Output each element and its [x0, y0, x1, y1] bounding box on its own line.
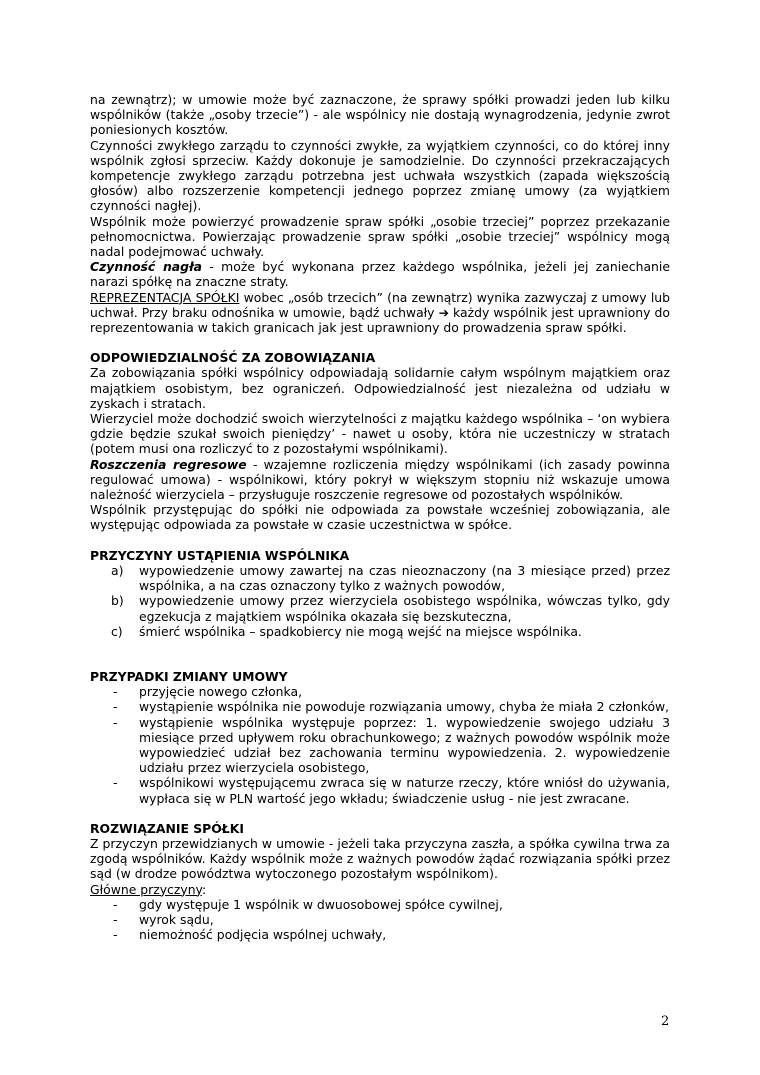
- page-number: 2: [661, 1014, 670, 1029]
- text: wobec „osób trzecich” (na zewnątrz) wynika zazwyczaj z umowy lub uchwał. Przy braku odnośnika w umowie, bądź uchwały: [90, 289, 670, 320]
- list-text: gdy występuje 1 wspólnik w dwuosobowej spółce cywilnej,: [139, 896, 503, 912]
- paragraph: [90, 259, 670, 289]
- arrow-right-icon: ➔: [438, 304, 449, 320]
- paragraph: Za zobowiązania spółki wspólnicy odpowiadają solidarnie całym wspólnym majątkiem oraz majątkiem osobistym, bez ograniczeń. Odpowiedzialność jest niezależna od udziału w zyskach i stratach.: [90, 365, 670, 411]
- bullet-list: [90, 897, 670, 943]
- list-marker: -: [113, 775, 118, 791]
- term: Roszczenia regresowe: [90, 456, 247, 472]
- list-marker: -: [113, 684, 118, 700]
- paragraph: Wspólnik przystępując do spółki nie odpowiada za powstałe wcześniej zobowiązania, ale występując odpowiada za powstałe w czasie uczestnictwa w spółce.: [90, 502, 670, 533]
- paragraph: [90, 457, 670, 503]
- text: - może być wykonana przez każdego wspólnika, jeżeli jej zaniechanie narazi spółkę na znaczne straty.: [90, 259, 670, 290]
- label-colon: :: [201, 881, 207, 897]
- paragraph: Wierzyciel może dochodzić swoich wierzytelności z majątku każdego wspólnika – ‘on wybiera gdzie będzie szukał swoich pieniędzy’ - nawet u osoby, która nie uczestniczy w stratach (potem musi ona rozliczyć to z pozostałymi wspólnikami).: [90, 411, 670, 457]
- paragraph: Czynności zwykłego zarządu to czynności zwykłe, za wyjątkiem czynności, co do której inny wspólnik zgłosi sprzeciw. Każdy dokonuje je samodzielnie. Do czynności przekraczających kompetencje zwykłego zarządu potrzebna jest uchwała wszystkich (zapada większością głosów) albo rozszerzenie kompetencji jednego poprzez zmianę umowy (za wyjątkiem czynności nagłej).: [90, 137, 670, 214]
- term: REPREZENTACJA SPÓŁKI: [90, 289, 240, 305]
- list-text: przyjęcie nowego członka,: [139, 684, 303, 700]
- paragraph: Wspólnik może powierzyć prowadzenie spraw spółki „osobie trzeciej” poprzez przekazanie pełnomocnictwa. Powierzając prowadzenie spraw spółki „osobie trzeciej” wspólnicy mogą nadal podejmować uchwały.: [90, 213, 670, 260]
- list-label: Główne przyczyny: [90, 881, 202, 897]
- list-text: wspólnikowi występującemu zwraca się w naturze rzeczy, które wniósł do używania, wypłaca się w PLN wartość jego wkładu; świadczenie usług - nie jest zwracane.: [139, 775, 670, 806]
- text: - wzajemne rozliczenia między wspólnikami (ich zasady powinna regulować umowa) - wspólnikowi, który pokrył w większym stopniu niż wskazuje umowa należność wierzyciela – przysługuje roszczenie regresowe od pozostałych wspólników.: [90, 456, 670, 503]
- section-heading: ODPOWIEDZIALNOŚĆ ZA ZOBOWIĄZANIA: [90, 350, 376, 366]
- list-item: [90, 927, 670, 942]
- list-text: śmierć wspólnika – spadkobiercy nie mogą wejść na miejsce wspólnika.: [139, 623, 582, 639]
- paragraph: [90, 882, 670, 897]
- paragraph: [90, 290, 670, 336]
- term: Czynność nagła: [90, 259, 203, 275]
- list-item: [90, 775, 670, 805]
- list-marker: -: [113, 911, 118, 927]
- section-heading: PRZYCZYNY USTĄPIENIA WSPÓLNIKA: [90, 547, 350, 563]
- list-marker: -: [113, 927, 118, 943]
- list-text: wyrok sądu,: [139, 911, 214, 927]
- list-item: [90, 699, 670, 714]
- list-item: [90, 897, 670, 912]
- list-text: wystąpienie wspólnika nie powoduje rozwiązania umowy, chyba że miała 2 członków,: [139, 699, 670, 715]
- list-item: [90, 715, 670, 776]
- list-text: wypowiedzenie umowy przez wierzyciela osobistego wspólnika, wówczas tylko, gdy egzekucja z majątkiem wspólnika okazała się bezskuteczna,: [139, 593, 670, 624]
- list-item: [90, 593, 670, 623]
- list-item: [90, 912, 670, 927]
- section-heading: ROZWIĄZANIE SPÓŁKI: [90, 820, 244, 836]
- lettered-list: [90, 563, 670, 639]
- list-text: wypowiedzenie umowy zawartej na czas nieoznaczony (na 3 miesiące przed) przez wspólnika, a na czas oznaczony tylko z ważnych powodów,: [139, 562, 670, 594]
- text: każdy wspólnik jest uprawniony do reprezentowania w takich granicach jak jest uprawniony do prowadzenia spraw spółki.: [90, 304, 670, 336]
- section-heading: PRZYPADKI ZMIANY UMOWY: [90, 668, 288, 684]
- list-text: niemożność podjęcia wspólnej uchwały,: [139, 927, 387, 943]
- list-marker: -: [113, 714, 118, 730]
- list-marker: -: [113, 896, 118, 912]
- list-text: wystąpienie wspólnika występuje poprzez: 1. wypowiedzenie swojego udziału 3 miesiące przed upływem roku obrachunkowego; z ważnych powodów wspólnik może wypowiedzieć udział bez zachowania terminu wypowiedzenia. 2. wypowiedzenie udziału przez wierzyciela osobistego,: [139, 714, 670, 776]
- list-item: [90, 684, 670, 699]
- list-marker: -: [113, 699, 118, 715]
- list-item: [90, 563, 670, 593]
- list-marker: c): [111, 623, 123, 639]
- list-marker: a): [111, 562, 124, 578]
- page-content: [90, 92, 670, 942]
- list-marker: b): [111, 593, 124, 609]
- list-item: [90, 624, 670, 639]
- paragraph: na zewnątrz); w umowie może być zaznaczone, że sprawy spółki prowadzi jeden lub kilku wspólników (także „osoby trzecie”) - ale wspólnicy nie dostają wynagrodzenia, jedynie zwrot poniesionych kosztów.: [90, 92, 670, 138]
- bullet-list: [90, 684, 670, 806]
- paragraph: Z przyczyn przewidzianych w umowie - jeżeli taka przyczyna zaszła, a spółka cywilna trwa za zgodą wspólników. Każdy wspólnik może z ważnych powodów żądać rozwiązania spółki przez sąd (w drodze powództwa wytoczonego pozostałym wspólnikom).: [90, 835, 670, 882]
